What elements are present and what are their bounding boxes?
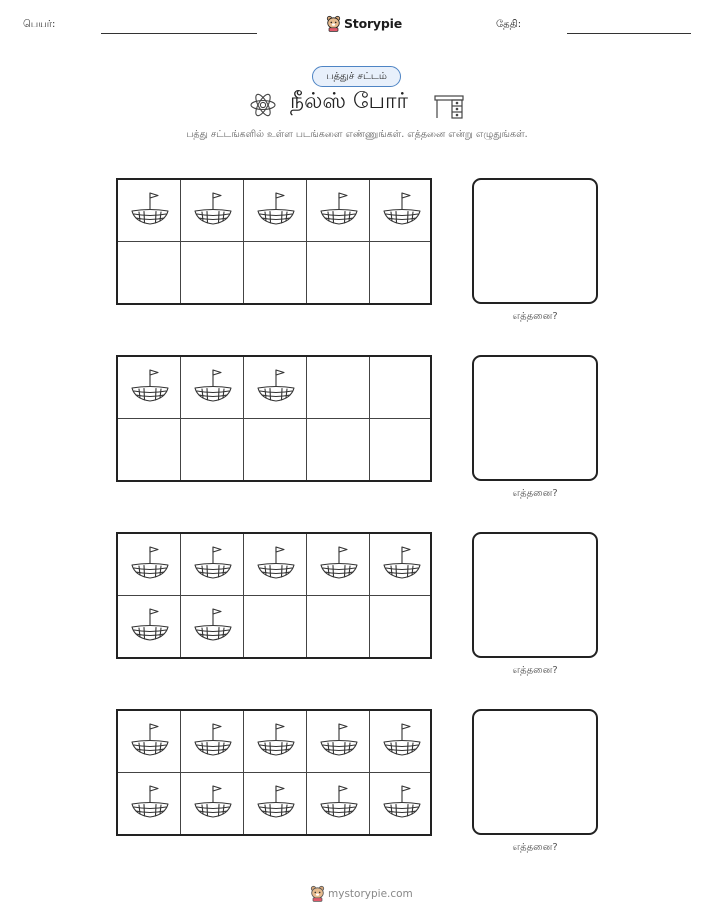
sailboat-icon [129, 605, 171, 649]
frame-cell [181, 357, 244, 419]
frame-cell [181, 596, 244, 658]
brand-logo [326, 13, 402, 33]
frame-cell [370, 534, 433, 596]
sailboat-icon [318, 720, 360, 764]
frame-cell [307, 180, 370, 242]
sailboat-icon [129, 189, 171, 233]
frame-cell [370, 357, 433, 419]
name-label: பெயர்: [23, 19, 56, 30]
ten-frame [116, 532, 432, 659]
ten-frame [116, 709, 432, 836]
frame-cell [181, 711, 244, 773]
sailboat-icon [192, 782, 234, 826]
frame-cell [307, 773, 370, 835]
ten-frame [116, 178, 432, 305]
sailboat-icon [255, 782, 297, 826]
sailboat-icon [192, 189, 234, 233]
worksheet-tag: பத்துச் சட்டம் [312, 66, 401, 87]
frame-cell [370, 242, 433, 304]
frame-cell [307, 242, 370, 304]
sailboat-icon [381, 543, 423, 587]
frame-cell [118, 773, 181, 835]
frame-cell [244, 419, 307, 481]
frame-cell [370, 180, 433, 242]
sailboat-icon [129, 782, 171, 826]
frame-cell [244, 773, 307, 835]
frame-cell [307, 711, 370, 773]
footer [310, 885, 413, 902]
sailboat-icon [255, 720, 297, 764]
frame-cell [244, 711, 307, 773]
frame-cell [118, 534, 181, 596]
frame-cell [118, 596, 181, 658]
frame-cell [118, 180, 181, 242]
frame-cell [370, 596, 433, 658]
name-line [101, 33, 257, 34]
frame-cell [118, 711, 181, 773]
sailboat-icon [192, 605, 234, 649]
sailboat-icon [129, 720, 171, 764]
answer-question: எத்தனை? [512, 311, 558, 322]
frame-cell [181, 419, 244, 481]
brand-name: Storypie [344, 15, 402, 31]
sailboat-icon [318, 782, 360, 826]
sailboat-icon [255, 543, 297, 587]
frame-cell [307, 419, 370, 481]
desk-icon [434, 95, 464, 119]
sailboat-icon [192, 366, 234, 410]
frame-cell [244, 357, 307, 419]
frame-cell [181, 534, 244, 596]
frame-cell [181, 242, 244, 304]
instructions: பத்து சட்டங்களில் உள்ள படங்களை எண்ணுங்கள். எத்தனை என்று எழுதுங்கள். [186, 129, 528, 140]
frame-cell [118, 357, 181, 419]
atom-icon [249, 90, 277, 120]
answer-question: எத்தனை? [512, 665, 558, 676]
storypie-mascot-icon [310, 885, 325, 902]
frame-cell [307, 357, 370, 419]
frame-cell [118, 242, 181, 304]
sailboat-icon [129, 366, 171, 410]
sailboat-icon [318, 189, 360, 233]
date-line [567, 33, 691, 34]
answer-box[interactable] [472, 532, 598, 658]
sailboat-icon [381, 782, 423, 826]
frame-cell [244, 180, 307, 242]
page-title: நீல்ஸ் போர் [290, 89, 408, 114]
frame-cell [181, 180, 244, 242]
frame-cell [118, 419, 181, 481]
answer-box[interactable] [472, 709, 598, 835]
frame-cell [244, 242, 307, 304]
frame-cell [370, 419, 433, 481]
sailboat-icon [192, 543, 234, 587]
sailboat-icon [255, 189, 297, 233]
frame-cell [244, 534, 307, 596]
ten-frame [116, 355, 432, 482]
frame-cell [370, 773, 433, 835]
date-label: தேதி: [496, 19, 522, 30]
sailboat-icon [255, 366, 297, 410]
answer-question: எத்தனை? [512, 842, 558, 853]
frame-cell [307, 534, 370, 596]
sailboat-icon [381, 189, 423, 233]
answer-box[interactable] [472, 355, 598, 481]
answer-box[interactable] [472, 178, 598, 304]
footer-site: mystorypie.com [328, 887, 413, 900]
frame-cell [181, 773, 244, 835]
frame-cell [370, 711, 433, 773]
sailboat-icon [318, 543, 360, 587]
answer-question: எத்தனை? [512, 488, 558, 499]
storypie-mascot-icon [326, 15, 341, 32]
frame-cell [307, 596, 370, 658]
frame-cell [244, 596, 307, 658]
sailboat-icon [192, 720, 234, 764]
sailboat-icon [129, 543, 171, 587]
title-row [0, 89, 714, 123]
sailboat-icon [381, 720, 423, 764]
